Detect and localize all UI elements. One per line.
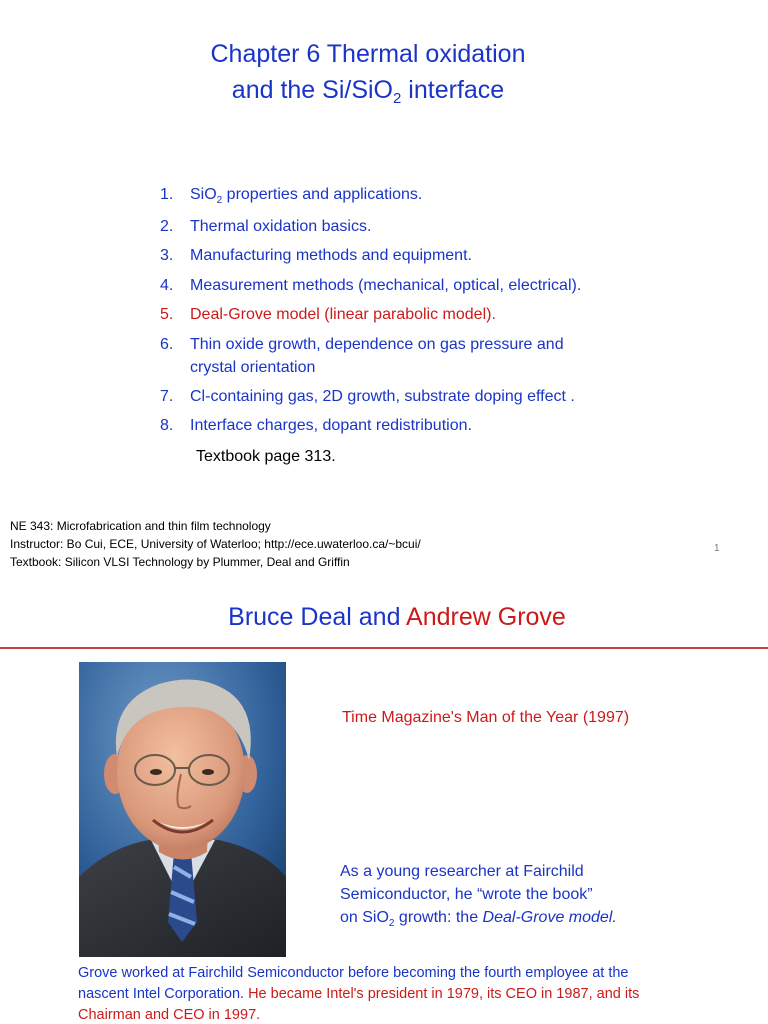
slide-2-title: Bruce Deal and Andrew Grove: [228, 603, 566, 631]
toc-number: 3.: [160, 247, 174, 264]
toc-text-continued: crystal orientation: [190, 359, 316, 376]
toc-number: 6.: [160, 336, 174, 353]
page-number: 1: [714, 543, 720, 554]
bottom-paragraph-line-3: Chairman and CEO in 1997.: [78, 1007, 261, 1023]
footer-textbook: Textbook: Silicon VLSI Technology by Plummer, Deal and Griffin: [10, 555, 350, 569]
bottom-paragraph-line-1: Grove worked at Fairchild Semiconductor before becoming the fourth employee at the: [78, 965, 629, 981]
toc-text: Manufacturing methods and equipment.: [190, 247, 472, 264]
toc-number: 1.: [160, 186, 174, 203]
toc-text: Thermal oxidation basics.: [190, 218, 372, 235]
toc-number: 5.: [160, 306, 174, 323]
footer-course: NE 343: Microfabrication and thin film technology: [10, 519, 271, 533]
toc-text: Interface charges, dopant redistribution.: [190, 417, 472, 434]
toc-text: Cl-containing gas, 2D growth, substrate doping effect .: [190, 388, 575, 405]
time-magazine-caption: Time Magazine's Man of the Year (1997): [342, 709, 630, 726]
young-researcher-line-1: As a young researcher at Fairchild: [340, 863, 584, 880]
toc-number: 8.: [160, 417, 174, 434]
textbook-page-note: Textbook page 313.: [196, 448, 336, 465]
slide-title-line-2: and the Si/SiO$_2$ interface: [231, 76, 505, 107]
toc-text: Measurement methods (mechanical, optical, electrical).: [190, 277, 582, 294]
andrew-grove-portrait: [79, 662, 286, 957]
toc-text: SiO$_2$ properties and applications.: [190, 186, 423, 206]
bottom-paragraph-line-2: nascent Intel Corporation. He became Intel's president in 1979, its CEO in 1987, and its: [78, 986, 640, 1002]
young-researcher-line-2: Semiconductor, he “wrote the book”: [340, 886, 593, 903]
title-divider: [0, 647, 768, 649]
toc-number: 7.: [160, 388, 174, 405]
toc-number: 4.: [160, 277, 174, 294]
slide-title-line-1: Chapter 6 Thermal oxidation: [210, 40, 526, 68]
toc-text: Thin oxide growth, dependence on gas pressure and: [190, 336, 564, 353]
young-researcher-line-3: on SiO$_2$ growth: the Deal-Grove model.: [340, 909, 617, 929]
toc-text: Deal-Grove model (linear parabolic model).: [190, 306, 496, 323]
toc-number: 2.: [160, 218, 174, 235]
footer-instructor: Instructor: Bo Cui, ECE, University of Waterloo; http://ece.uwaterloo.ca/~bcui/: [10, 537, 421, 551]
